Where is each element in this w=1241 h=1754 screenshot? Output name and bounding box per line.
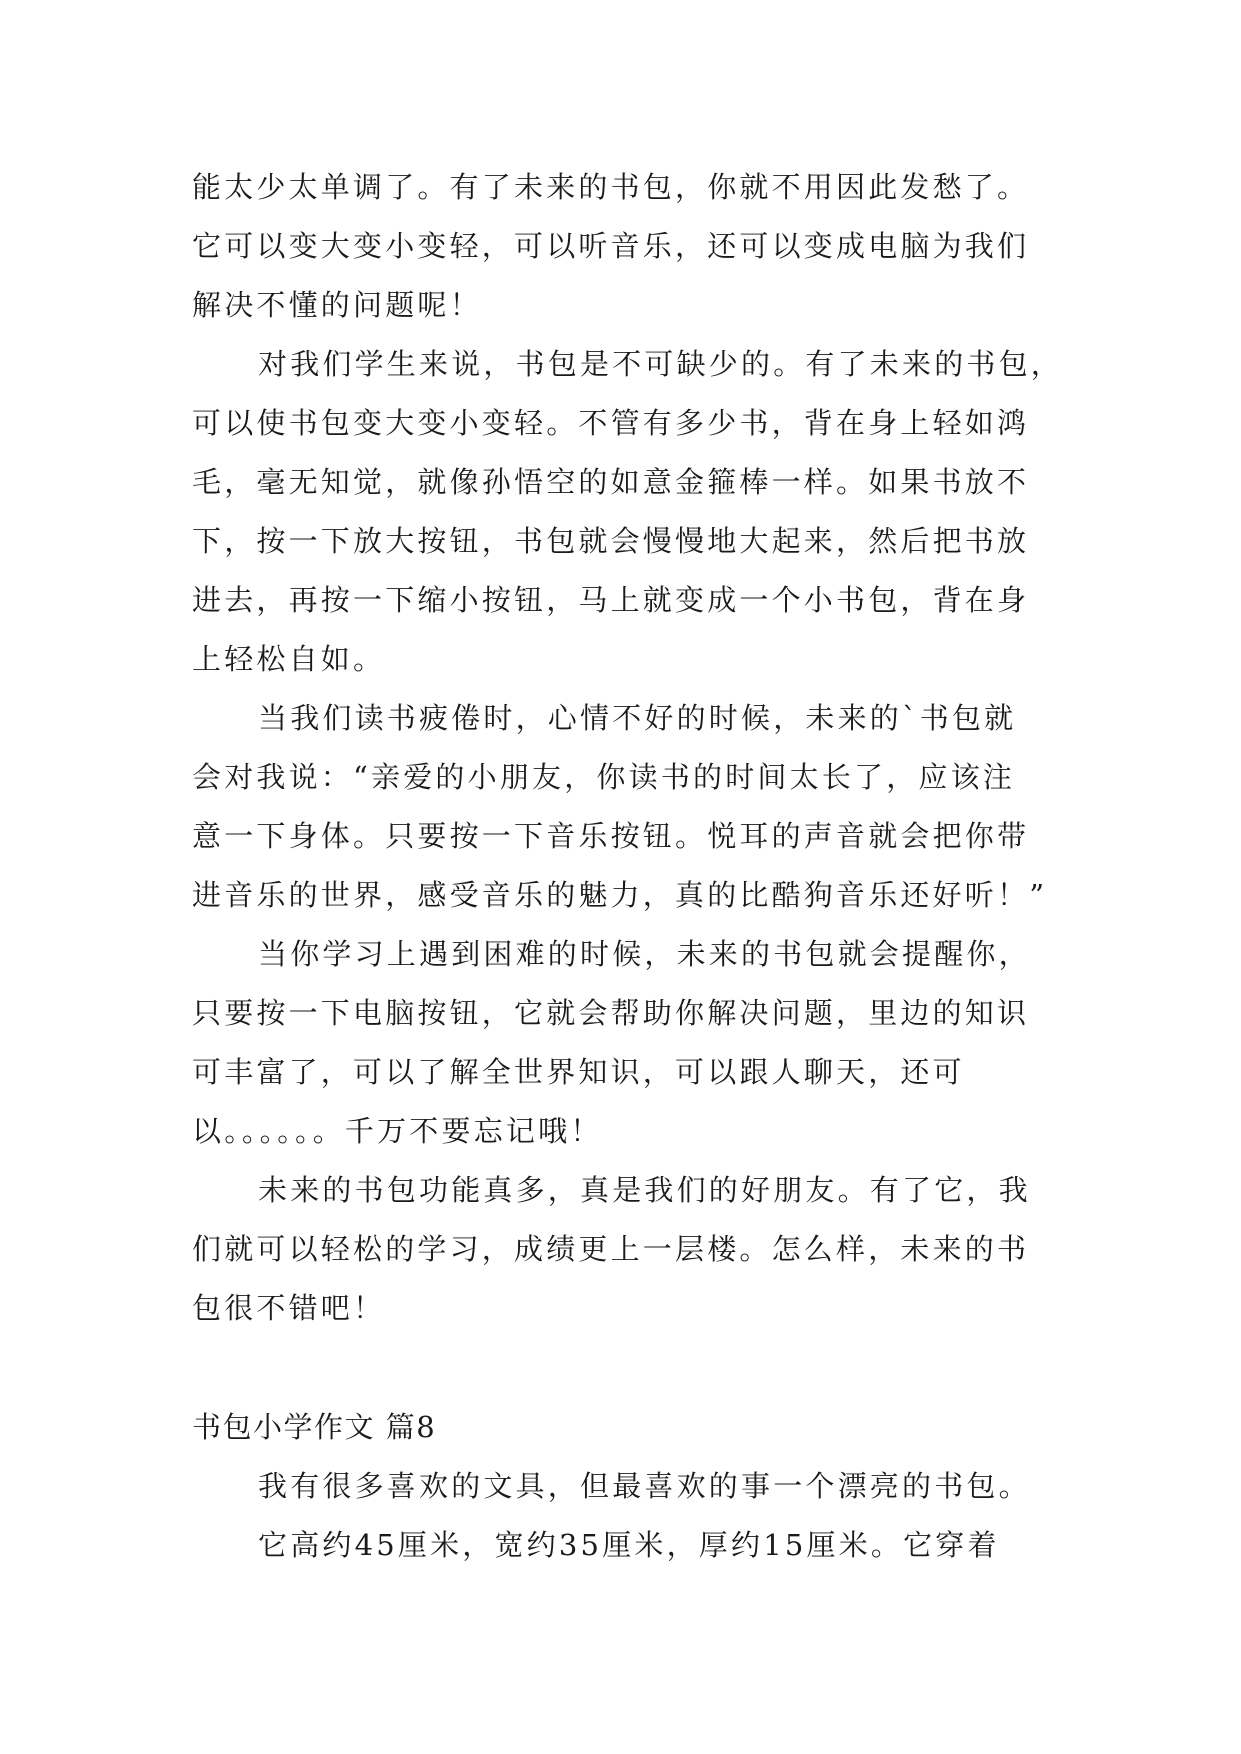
paragraph-first-line: 对我们学生来说，书包是不可缺少的。有了未来的书包， <box>258 347 1064 381</box>
document-page <box>192 158 1072 1575</box>
text-line: 它可以变大变小变轻，可以听音乐，还可以变成电脑为我们 <box>192 229 1030 263</box>
text-line: 可以使书包变大变小变轻。不管有多少书，背在身上轻如鸿 <box>192 406 1030 440</box>
paragraph-first-line: 未来的书包功能真多，真是我们的好朋友。有了它，我 <box>258 1173 1031 1207</box>
section-spacer <box>192 1338 1072 1398</box>
text-line: 上轻松自如。 <box>192 642 386 676</box>
text-line: 进去，再按一下缩小按钮，马上就变成一个小书包，背在身 <box>192 583 1030 617</box>
text-line: 们就可以轻松的学习，成绩更上一层楼。怎么样，未来的书 <box>192 1232 1030 1266</box>
text-line: 进音乐的世界，感受音乐的魅力，真的比酷狗音乐还好听！” <box>192 878 1048 912</box>
text-line: 下，按一下放大按钮，书包就会慢慢地大起来，然后把书放 <box>192 524 1030 558</box>
text-line: 意一下身体。只要按一下音乐按钮。悦耳的声音就会把你带 <box>192 819 1030 853</box>
paragraph-first-line: 当你学习上遇到困难的时候，未来的书包就会提醒你， <box>258 937 1031 971</box>
text-line: 解决不懂的问题呢！ <box>192 288 482 322</box>
section-heading: 书包小学作文 篇8 <box>192 1410 437 1444</box>
paragraph-first-line: 当我们读书疲倦时，心情不好的时候，未来的`书包就 <box>258 701 1017 735</box>
text-line: 可丰富了，可以了解全世界知识，可以跟人聊天，还可 <box>192 1055 965 1089</box>
text-line: 会对我说：“亲爱的小朋友，你读书的时间太长了，应该注 <box>192 760 1016 794</box>
paragraph-first-line: 我有很多喜欢的文具，但最喜欢的事一个漂亮的书包。 <box>258 1469 1031 1503</box>
text-line: 只要按一下电脑按钮，它就会帮助你解决问题，里边的知识 <box>192 996 1030 1030</box>
text-line: 毛，毫无知觉，就像孙悟空的如意金箍棒一样。如果书放不 <box>192 465 1030 499</box>
paragraph-first-line: 它高约45厘米，宽约35厘米，厚约15厘米。它穿着 <box>258 1528 1000 1562</box>
text-line: 能太少太单调了。有了未来的书包，你就不用因此发愁了。 <box>192 170 1030 204</box>
text-line: 以。。。。。。千万不要忘记哦！ <box>192 1114 603 1148</box>
text-line: 包很不错吧！ <box>192 1291 386 1325</box>
